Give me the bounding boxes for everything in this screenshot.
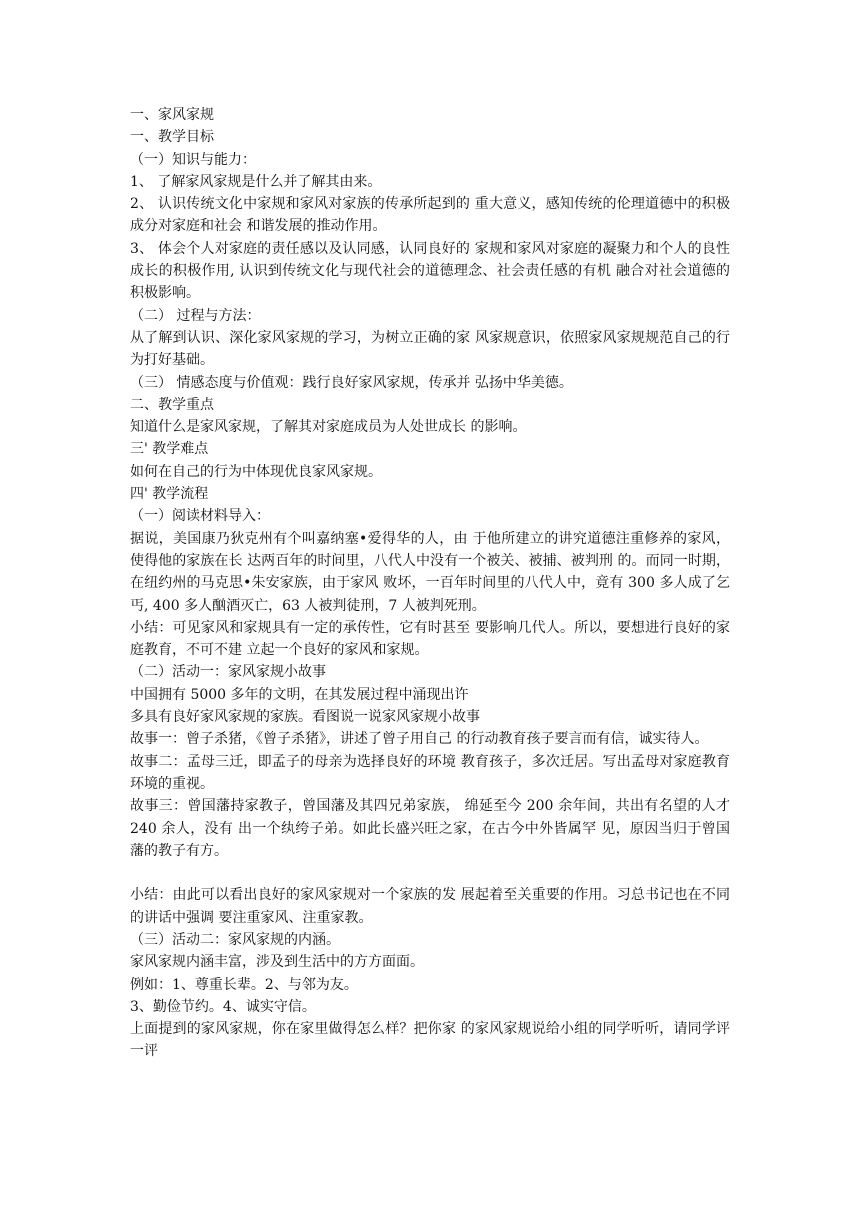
objective-item-3: 3、 体会个人对家庭的责任感以及认同感，认同良好的 家规和家风对家庭的凝聚力和个人的良性成长的积极作用, 认识到传统文化与现代社会的道德理念、社会责任感的有机 融合对社会道德的积极影响。 (130, 240, 730, 302)
doc-title: 一、家风家规 (130, 107, 214, 123)
subheading-activity-2: （三）活动二：家风家规的内涵。 (130, 931, 340, 948)
section-heading-process: 四' 教学流程 (130, 486, 209, 503)
summary-1: 小结：可见家风和家规具有一定的承传性，它有时甚至 要影响几代人。所以，要想进行良好的家庭教育，不可不建 立起一个良好的家风和家规。 (130, 619, 730, 659)
activity-1-intro-line-2: 多具有良好家风家规的家族。看图说一说家风家规小故事 (130, 709, 480, 726)
subheading-activity-1: （二）活动一：家风家规小故事 (130, 664, 326, 681)
story-3: 故事三：曾国藩持家教子，曾国藩及其四兄弟家族， 绵延至今 200 余年间，共出有名望的人才 240 余人，没有 出一个纨绔子弟。如此长盛兴旺之家，在古今中外皆属罕 见，原因当归于曾国藩的教子有方。 (130, 798, 730, 859)
examples-line-1: 例如：1、尊重长辈。2、与邻为友。 (130, 976, 358, 993)
summary-2: 小结：由此可以看出良好的家风家规对一个家族的发 展起着至关重要的作用。习总书记也在不同的讲话中强调 要注重家风、注重家教。 (130, 887, 730, 926)
subheading-knowledge-ability: （一）知识与能力： (130, 151, 256, 168)
reading-material-text: 据说，美国康乃狄克州有个叫嘉纳塞•爱得华的人，由 于他所建立的讲究道德注重修养的家风，使得他的家族在长 达两百年的时间里，八代人中没有一个被关、被捕、被判刑 的。而同一时期，在纽约州的马克思•朱安家族，由于家风 败坏，一百年时间里的八代人中，竟有 300 多人成了乞丐, 400 多人酗酒灭亡，63 人被判徒刑，7 人被判死刑。 (130, 530, 730, 614)
activity-1-intro-line-1: 中国拥有 5000 多年的文明，在其发展过程中涌现出许 (130, 686, 469, 703)
connotation-text: 家风家规内涵丰富，涉及到生活中的方方面面。 (130, 954, 424, 971)
blank-line (130, 862, 730, 884)
closing-question: 上面提到的家风家规，你在家里做得怎么样？把你家 的家风家规说给小组的同学听听，请同学评一评 (130, 1021, 730, 1060)
subheading-process-method: （二） 过程与方法： (130, 307, 261, 324)
story-1: 故事一：曾子杀猪，《曾子杀猪》，讲述了曾子用自己 的行动教育孩子要言而有信，诚实待人。 (130, 731, 709, 748)
section-heading-difficulties: 三' 教学难点 (130, 441, 209, 458)
subheading-reading-intro: （一）阅读材料导入： (130, 508, 270, 525)
objective-item-1: 1、 了解家风家规是什么并了解其由来。 (130, 173, 382, 190)
section-heading-objectives: 一、教学目标 (130, 129, 214, 146)
objective-item-2: 2、 认识传统文化中家规和家风对家族的传承所起到的 重大意义，感知传统的伦理道德中的积极成分对家庭和社会 和谐发展的推动作用。 (130, 196, 730, 235)
difficulties-text: 如何在自己的行为中体现优良家风家规。 (130, 463, 382, 480)
story-2: 故事二：孟母三迁，即孟子的母亲为选择良好的环境 教育孩子，多次迁居。写出孟母对家庭教育环境的重视。 (130, 753, 730, 792)
process-method-text: 从了解到认识、深化家风家规的学习，为树立正确的家 风家规意识，依照家风家规规范自己的行为打好基础。 (130, 329, 730, 369)
examples-line-2: 3、勤俭节约。4、诚实守信。 (130, 998, 316, 1015)
subheading-attitude-values: （三） 情感态度与价值观：践行良好家风家规，传承并 弘扬中华美德。 (130, 374, 573, 391)
key-points-text: 知道什么是家风家规，了解其对家庭成员为人处世成长 的影响。 (130, 419, 527, 436)
section-heading-key-points: 二、教学重点 (130, 396, 214, 413)
document-body (130, 104, 730, 1063)
